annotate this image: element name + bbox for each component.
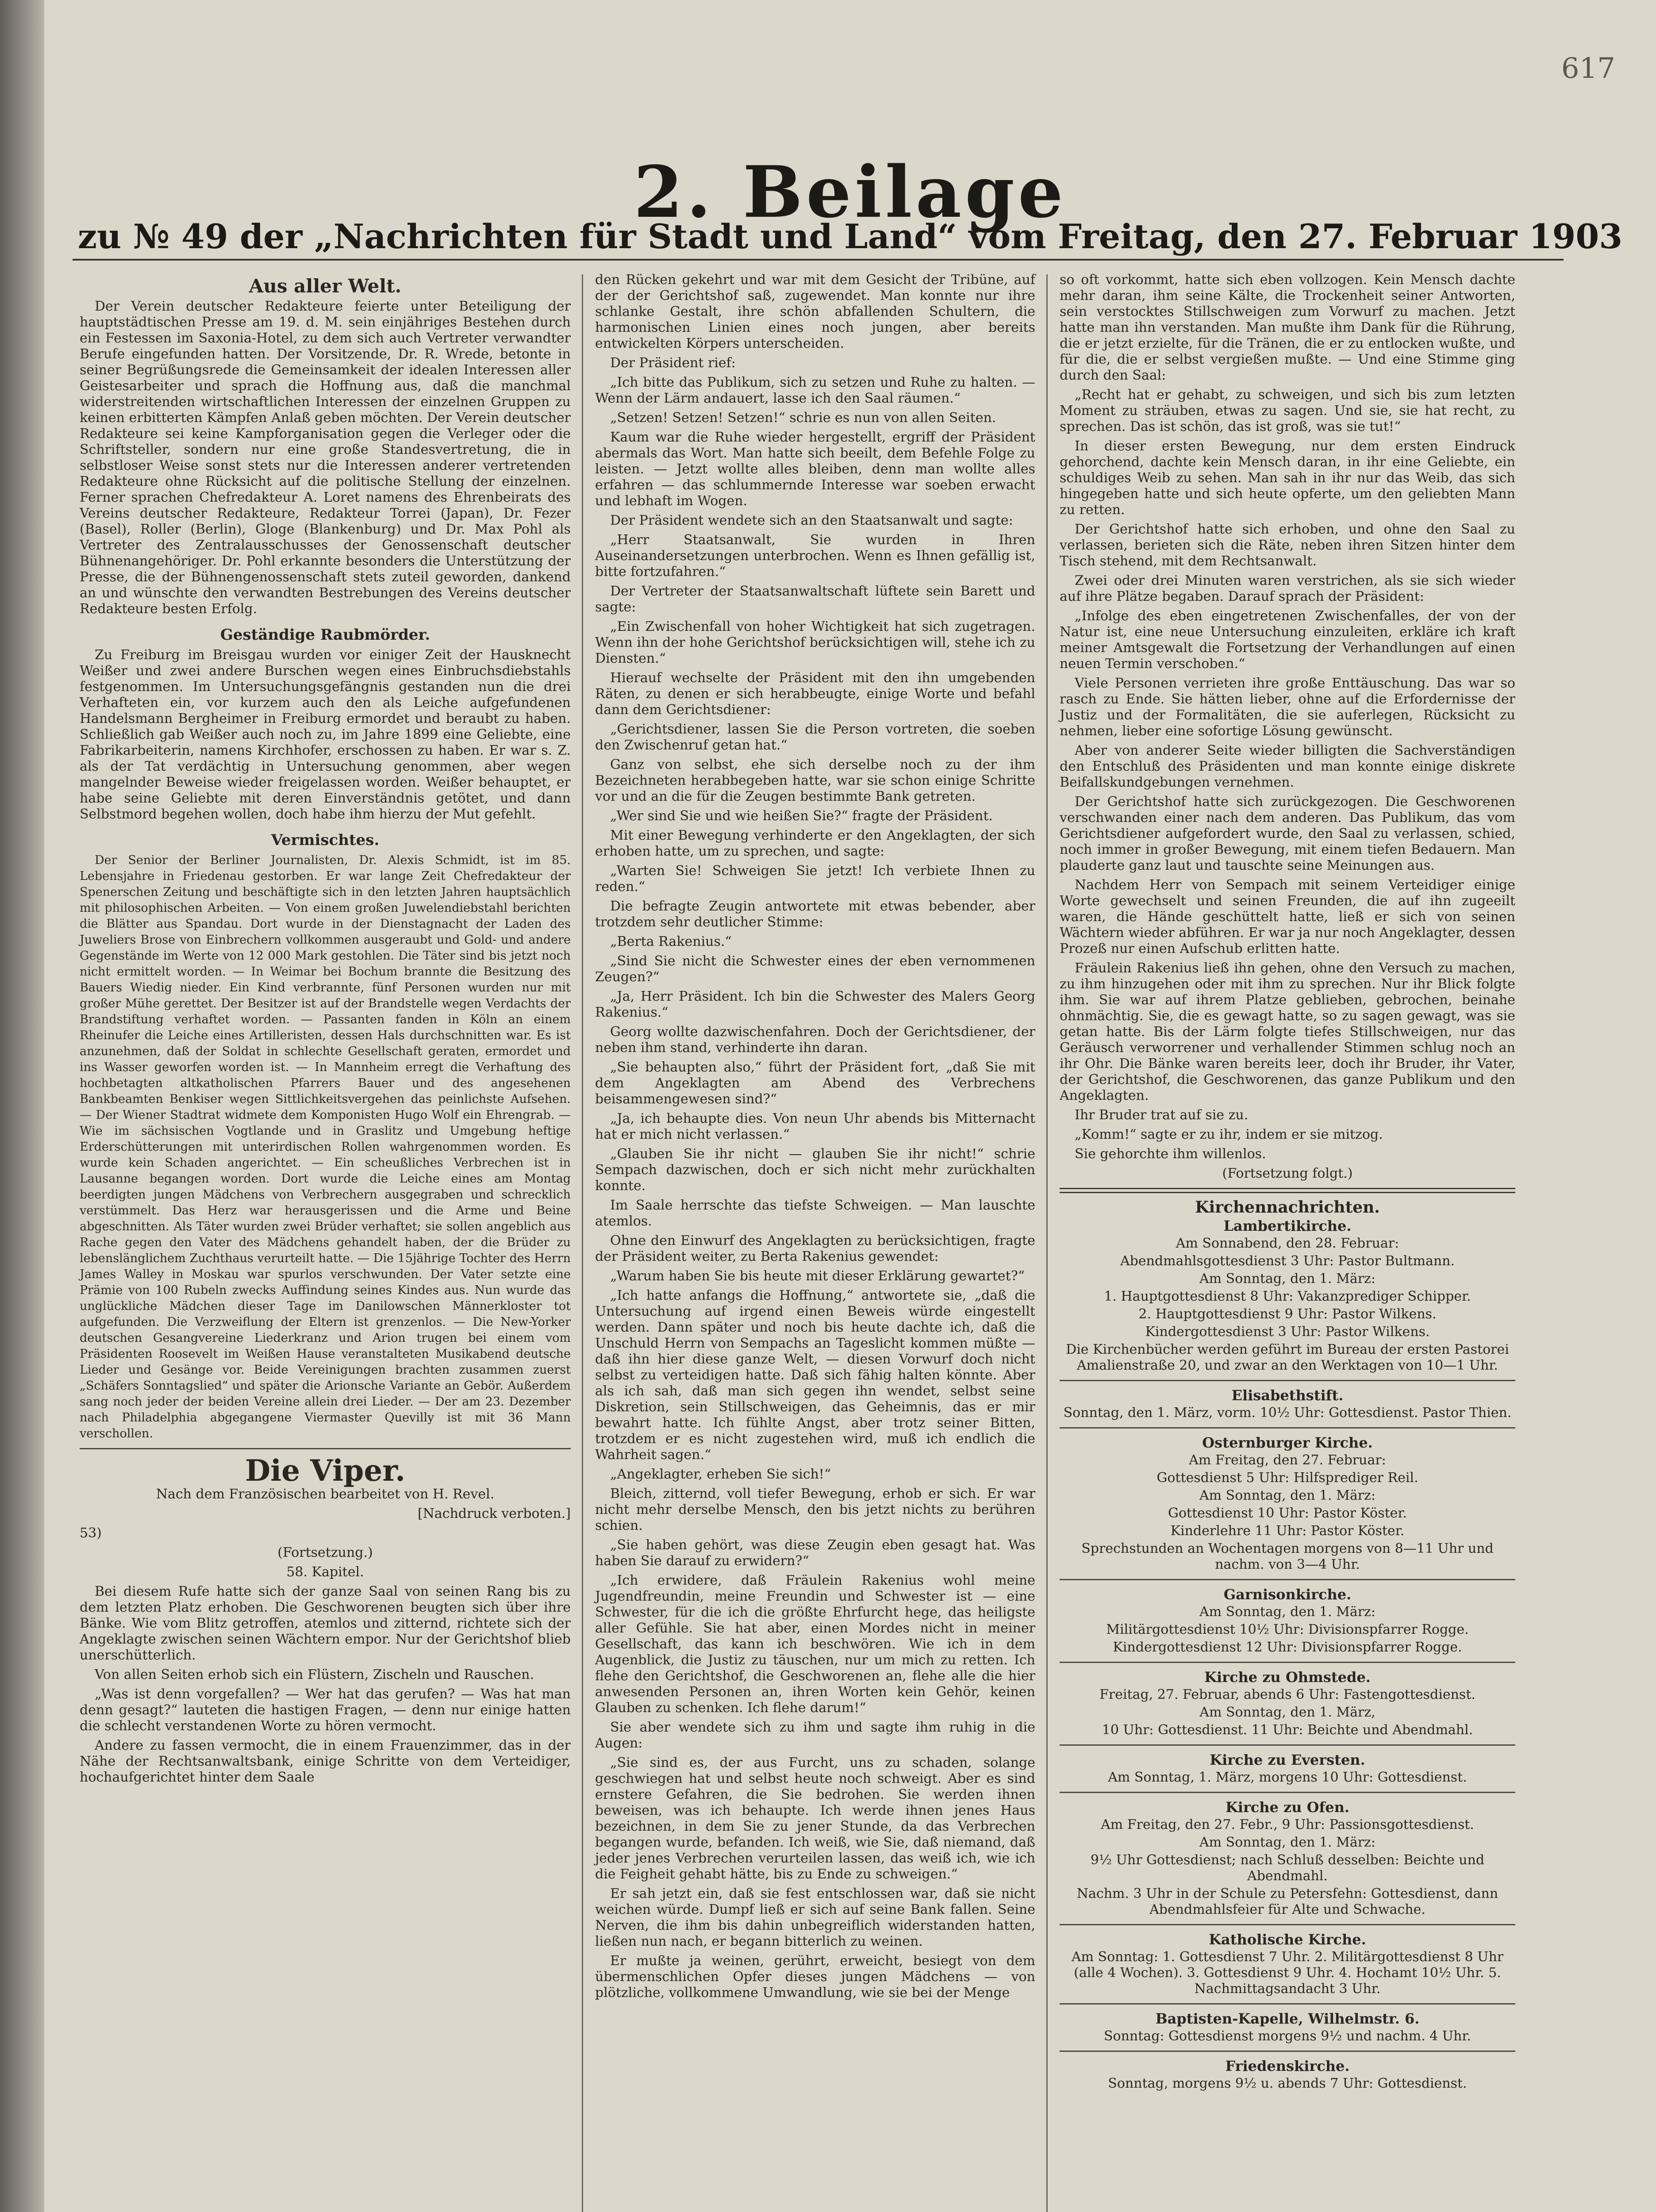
story-paragraph: „Ja, ich behaupte dies. Von neun Uhr abends bis Mitternacht hat er mich nicht verlassen.“: [595, 1111, 1035, 1142]
story-paragraph: Fräulein Rakenius ließ ihn gehen, ohne den Versuch zu machen, zu ihm hinzugehen oder mit ihm zu sprechen. Nur ihr Blick folgte ihm. Sie war auf ihrem Platze geblieben, gebrochen, beinahe ohnmächtig. Sie, die es gewagt hatte, so zu sagen gewagt, was sie getan hatte. Bis der Lärm folgte tiefes Stillschweigen, nur das Geräusch verworrener und verhallender Stimmen schlug noch an ihr Ohr. Die Bänke waren bereits leer, doch ihr Bruder, ihr Vater, der Gerichtshof, die Geschworenen, das ganze Publikum und den Angeklagten.: [1060, 960, 1515, 1103]
service-line: Am Sonntag, den 1. März:: [1199, 1271, 1376, 1286]
story-paragraph: „Sind Sie nicht die Schwester eines der eben vernommenen Zeugen?“: [595, 953, 1035, 985]
article-heading: Vermischtes.: [271, 831, 380, 849]
story-paragraph: Er mußte ja weinen, gerührt, erweicht, besiegt von dem übermenschlichen Opfer dieses jungen Mädchens — von plötzliche, vollkommene Umwandlung, wie sie bei der Menge: [595, 1953, 1035, 2001]
story-paragraph: „Komm!“ sagte er zu ihr, indem er sie mitzog.: [1075, 1127, 1383, 1142]
story-paragraph: „Ich hatte anfangs die Hoffnung,“ antwortete sie, „daß die Untersuchung auf irgend einen Beweis würde eingestellt werden. Dann später und noch bis heute dachte ich, daß die Unschuld Herrn von Sempachs an Tageslicht kommen müßte — daß ihn hier diese ganze Welt, — diesen Vorwurf doch nicht selbst zu verteidigen hatte. Daß sich fähig halten könnte. Aber als ich sah, daß man sich gegen ihn wendet, selbst seine Diskretion, sein Stillschweigen, das Geheimnis, das er mir bewahrt hatte. Ich fühlte Angst, aber trotz seiner Bitten, trotzdem er es nicht zugestehen wird, muß ich endlich die Wahrheit sagen.“: [595, 1288, 1035, 1463]
column-3: [1060, 272, 1515, 2093]
header-rule: [73, 259, 1564, 261]
serial-title: Die Viper.: [245, 1453, 406, 1488]
service-line: 10 Uhr: Gottesdienst. 11 Uhr: Beichte und Abendmahl.: [1102, 1722, 1473, 1738]
reprint-notice: [Nachdruck verboten.]: [417, 1506, 571, 1521]
story-paragraph: Ihr Bruder trat auf sie zu.: [1075, 1107, 1249, 1123]
service-line: Kindergottesdienst 12 Uhr: Divisionspfarrer Rogge.: [1113, 1640, 1462, 1655]
story-paragraph: „Glauben Sie ihr nicht — glauben Sie ihr nicht!“ schrie Sempach dazwischen, doch er sich nicht mehr zurückhalten konnte.: [595, 1146, 1035, 1194]
story-paragraph: „Sie behaupten also,“ führt der Präsident fort, „daß Sie mit dem Angeklagten am Abend des Verbrechens beisammengewesen sind?“: [595, 1060, 1035, 1107]
story-paragraph: „Herr Staatsanwalt, Sie wurden in Ihren Auseinandersetzungen unterbrochen. Wenn es Ihnen gefällig ist, bitte fortzufahren.“: [595, 532, 1035, 580]
story-paragraph: Nachdem Herr von Sempach mit seinem Verteidiger einige Worte gewechselt und seinen Freunden, die auf ihn zugeeilt waren, die Hände geschüttelt hatte, ließ er sich von seinen Wächtern wieder abführen. Er war ja nur noch Angeklagter, dessen Prozeß nur einen Aufschub erlitten hatte.: [1060, 877, 1515, 956]
story-paragraph: Sie aber wendete sich zu ihm und sagte ihm ruhig in die Augen:: [595, 1720, 1035, 1751]
church-news-heading: Kirchennachrichten.: [1195, 1198, 1380, 1217]
church-name: Kirche zu Ofen.: [1225, 1799, 1350, 1816]
story-paragraph: Im Saale herrschte das tiefste Schweigen. — Man lauschte atemlos.: [595, 1198, 1035, 1229]
divider: [1060, 1744, 1515, 1746]
story-paragraph: „Ja, Herr Präsident. Ich bin die Schwester des Malers Georg Rakenius.“: [595, 989, 1035, 1020]
story-paragraph: „Sie haben gehört, was diese Zeugin eben gesagt hat. Was haben Sie darauf zu erwidern?“: [595, 1537, 1035, 1569]
story-paragraph: Die befragte Zeugin antwortete mit etwas bebender, aber trotzdem sehr deutlicher Stimme:: [595, 899, 1035, 930]
story-paragraph: Der Präsident wendete sich an den Staatsanwalt und sagte:: [610, 513, 1013, 528]
service-line: Abendmahlsgottesdienst 3 Uhr: Pastor Bultmann.: [1120, 1253, 1455, 1269]
service-line: 9½ Uhr Gottesdienst; nach Schluß desselben: Beichte und Abendmahl.: [1090, 1852, 1485, 1884]
story-paragraph: Der Gerichtshof hatte sich erhoben, und ohne den Saal zu verlassen, berieten sich die Räte, neben ihren Sitzen hinter dem Tisch stehend, mit dem Rechtsanwalt.: [1060, 522, 1515, 569]
service-line: Sprechstunden an Wochentagen morgens von 8—11 Uhr und nachm. von 3—4 Uhr.: [1081, 1541, 1494, 1572]
story-paragraph: Sie gehorchte ihm willenlos.: [1075, 1146, 1266, 1162]
service-line: Gottesdienst 10 Uhr: Pastor Köster.: [1168, 1505, 1407, 1521]
story-paragraph: „Setzen! Setzen! Setzen!“ schrie es nun von allen Seiten.: [610, 410, 996, 426]
to-be-continued: (Fortsetzung folgt.): [1222, 1166, 1353, 1181]
service-line: Sonntag, den 1. März, vorm. 10½ Uhr: Gottesdienst. Pastor Thien.: [1063, 1405, 1512, 1421]
story-paragraph: „Warum haben Sie bis heute mit dieser Erklärung gewartet?“: [610, 1268, 1025, 1284]
church-name: Kirche zu Eversten.: [1210, 1751, 1365, 1768]
story-paragraph: „Ich bitte das Publikum, sich zu setzen und Ruhe zu halten. — Wenn der Lärm andauert, lasse ich den Saal räumen.“: [595, 375, 1035, 406]
divider: [1060, 1924, 1515, 1925]
service-line: Am Sonnabend, den 28. Februar:: [1176, 1236, 1399, 1251]
story-paragraph: Mit einer Bewegung verhinderte er den Angeklagten, der sich erhoben hatte, um zu sprechen, und sagte:: [595, 828, 1035, 859]
story-paragraph: „Berta Rakenius.“: [610, 934, 732, 949]
church-name: Garnisonkirche.: [1223, 1586, 1352, 1603]
service-line: Am Freitag, den 27. Februar:: [1189, 1452, 1386, 1468]
story-paragraph: Andere zu fassen vermocht, die in einem Frauenzimmer, das in der Nähe der Rechtsanwaltsbank, einige Schritte von dem Verteidiger, hochaufgerichtet hinter dem Saale: [80, 1738, 571, 1785]
divider: [1060, 1427, 1515, 1429]
story-paragraph: „Sie sind es, der aus Furcht, uns zu schaden, solange geschwiegen hat und selbst heute noch schweigt. Aber es sind ernstere Gefahren, die Sie bedrohen. Sie werden ihnen beweisen, was ich behaupte. Ich werde ihnen jenes Haus bezeichnen, in dem Sie zu jener Stunde, da das Verbrechen begangen wurde, befanden. Ich weiß, wie Sie, daß niemand, daß jeder jenes Verbrechen verurteilen lassen, das weiß ich, wie ich die Feigheit gehabt hätte, bis zu Ende zu schweigen.“: [595, 1755, 1035, 1882]
church-name: Katholische Kirche.: [1209, 1931, 1366, 1948]
church-name: Elisabethstift.: [1231, 1387, 1344, 1404]
story-paragraph: „Ein Zwischenfall von hoher Wichtigkeit hat sich zugetragen. Wenn ihn der hohe Gerichtshof berücksichtigen will, stehe ich zu Diensten.“: [595, 619, 1035, 666]
service-line: Gottesdienst 5 Uhr: Hilfsprediger Reil.: [1157, 1470, 1418, 1486]
supplement-title: 2. Beilage: [634, 150, 1067, 234]
column-1: [80, 272, 571, 1789]
article-paragraph: Zu Freiburg im Breisgau wurden vor einiger Zeit der Hausknecht Weißer und zwei andere Burschen wegen eines Einbruchsdiebstahls festgenommen. Im Untersuchungsgefängnis gestanden nun die drei Verhafteten ein, vor kurzem auch den als Leiche aufgefundenen Handelsmann Bergheimer in Freiburg ermordet und beraubt zu haben. Schließlich gab Weißer auch noch zu, im Jahre 1899 eine Geliebte, eine Fabrikarbeiterin, namens Kirchhofer, erschossen zu haben. Er war s. Z. als der Tat verdächtig in Untersuchung genommen, aber wegen mangelnder Beweise wieder freigelassen worden. Weißer behauptet, er habe seine Geliebte mit deren Einverständnis getötet, und dann Selbstmord begehen wollen, doch habe ihm hierzu der Mut gefehlt.: [80, 647, 571, 822]
page-number: 617: [1561, 52, 1615, 85]
divider: [80, 1448, 571, 1449]
column-2: [595, 272, 1035, 2005]
church-name: Friedenskirche.: [1225, 2058, 1350, 2074]
service-line: Die Kirchenbücher werden geführt im Bureau der ersten Pastorei Amalienstraße 20, und zwar an den Werktagen von 10—1 Uhr.: [1066, 1342, 1509, 1373]
divider: [1060, 2051, 1515, 2052]
service-line: Am Freitag, den 27. Febr., 9 Uhr: Passionsgottesdienst.: [1101, 1817, 1474, 1832]
story-paragraph: „Wer sind Sie und wie heißen Sie?“ fragte der Präsident.: [610, 808, 993, 824]
service-line: Sonntag: Gottesdienst morgens 9½ und nachm. 4 Uhr.: [1104, 2028, 1471, 2044]
chapter-heading: 58. Kapitel.: [286, 1564, 364, 1580]
church-name: Baptisten-Kapelle, Wilhelmstr. 6.: [1155, 2010, 1420, 2027]
article-paragraph: Der Senior der Berliner Journalisten, Dr. Alexis Schmidt, ist im 85. Lebensjahre in Friedenau gestorben. Er war lange Zeit Chefredakteur der Spenerschen Zeitung und beschäftigte sich in den letzten Jahren hauptsächlich mit philosophischen Arbeiten. — Von einem großen Juwelendiebstahl berichten die Blätter aus Spandau. Dort wurde in der Dienstagnacht der Laden des Juweliers Brose von Einbrechern vollkommen ausgeraubt und Gold- und andere Gegenstände im Werte von 12 000 Mark gestohlen. Die Täter sind bis jetzt noch nicht ermittelt worden. — In Weimar bei Bochum brannte die Besitzung des Bauers Wiedig nieder. Ein Kind verbrannte, fünf Personen wurden nur mit großer Mühe gerettet. Der Besitzer ist auf der Brandstelle wegen Verdachts der Brandstiftung verhaftet worden. — Passanten fanden in Köln an einem Rheinufer die Leiche eines Artilleristen, dessen Hals durchschnitten war. Es ist anzunehmen, daß der Soldat in schlechte Gesellschaft geraten, ermordet und ins Wasser geworfen worden ist. — In Mannheim erregt die Verhaftung des hochbetagten altkatholischen Pfarrers Bauer und des angesehenen Bankbeamten Benkiser wegen Sittlichkeitsvergehen das peinlichste Aufsehen. — Der Wiener Stadtrat widmete dem Komponisten Hugo Wolf ein Ehrengrab. — Wie im sächsischen Vogtlande und in Graslitz und Umgebung heftige Erderschütterungen mit unterirdischen Rollen wahrgenommen worden. Es wurde kein Schaden angerichtet. — Ein scheußliches Verbrechen ist in Lausanne begangen worden. Dort wurde die Leiche eines am Montag beerdigten jungen Mädchens von Verbrechern ausgegraben und schrecklich verstümmelt. Das Herz war herausgerissen und die Arme und Beine abgeschnitten. Als Täter wurden zwei Brüder verhaftet; sie sollen angeblich aus Rache gegen den Vater des Mädchens gehandelt haben, der die Brüder zu lebenslänglichem Zuchthaus verurteilt hatte. — Die 15jährige Tochter des Herrn James Walley in Moskau war spurlos verschwunden. Der Vater setzte eine Prämie von 100 Rubeln zwecks Auffindung seines Kindes aus. Nun wurde das unglückliche Mädchen dieser Tage im Danilowschen Männerkloster tot aufgefunden. Die Verzweiflung der Eltern ist grenzenlos. — Die New-Yorker deutschen Gesangvereine Liederkranz und Arion trugen bei einem vom Präsidenten Roosevelt im Weißen Hause veranstalteten Musikabend deutsche Lieder und Gesänge vor. Beide Vereinigungen brachten zusammen zuerst „Schäfers Sonntagslied“ und später die Arionsche Variante an Gebör. Außerdem sang noch jeder der beiden Vereine allein drei Lieder. — Der am 23. Dezember nach Philadelphia abgegangene Viermaster Quevilly ist mit 36 Mann verschollen.: [80, 853, 571, 1440]
story-paragraph: „Ich erwidere, daß Fräulein Rakenius wohl meine Jugendfreundin, meine Freundin und Schwester ist — eine Schwester, für die ich die größte Ehrfurcht hege, das heiligste aller Gefühle. Sie hat aber, einen Mordes nicht in meiner Gesellschaft, das kann ich beschwören. Wie ich in dem Augenblick, die Justiz zu täuschen, nur um mich zu retten. Ich flehe den Gerichtshof, die Geschworenen an, flehe alle die hier anwesenden Personen an, ihren Worten kein Gehör, keinen Glauben zu schenken. Ich flehe darum!“: [595, 1573, 1035, 1716]
serial-number: 53): [80, 1525, 102, 1541]
story-paragraph: so oft vorkommt, hatte sich eben vollzogen. Kein Mensch dachte mehr daran, ihm seine Kälte, die Trockenheit seiner Antworten, sein verstocktes Stillschweigen zum Vorwurf zu machen. Jetzt hatte man ihn verstanden. Man mußte ihm Dank für die Rührung, die er jetzt erzielte, für die Tränen, die er zu entlocken wußte, und für die, die er selbst vergießen mußte. — Und eine Stimme ging durch den Saal:: [1060, 272, 1515, 383]
story-paragraph: „Warten Sie! Schweigen Sie jetzt! Ich verbiete Ihnen zu reden.“: [595, 863, 1035, 895]
story-paragraph: Er sah jetzt ein, daß sie fest entschlossen war, daß sie nicht weichen würde. Dumpf ließ er sich auf seine Bank fallen. Seine Nerven, die ihm bis dahin unbegreiflich widerstanden hatten, ließen nun nach, er begann bitterlich zu weinen.: [595, 1886, 1035, 1949]
newspaper-page: [44, 0, 1656, 2212]
article-paragraph: Der Verein deutscher Redakteure feierte unter Beteiligung der hauptstädtischen Presse am 19. d. M. sein einjähriges Bestehen durch ein Festessen im Saxonia-Hotel, zu dem sich auch Vertreter verwandter Berufe eingefunden hatten. Der Vorsitzende, Dr. R. Wrede, betonte in seiner Begrüßungsrede die Gemeinsamkeit der idealen Interessen aller Geistesarbeiter und sprach die Hoffnung aus, daß die manchmal widerstreitenden wirtschaftlichen Interessen der einzelnen Gruppen zu keinen erbitterten Kämpfen Anlaß geben möchten. Der Verein deutscher Redakteure sei keine Kampforganisation gegen die Verleger oder die Schriftsteller, sondern nur eine große Standesvertretung, die in selbstloser Weise sonst stets nur die Interessen anderer vertretenden Redakteure ohne Rücksicht auf die politische Stellung der einzelnen. Ferner sprachen Chefredakteur A. Loret namens des Ehrenbeirats des Vereins deutscher Redakteure, Redakteur Torrei (Japan), Dr. Fezer (Basel), Roller (Berlin), Gloge (Blankenburg) und Dr. Max Pohl als Vertreter des Zentralausschusses der Genossenschaft deutscher Bühnenangehöriger. Dr. Pohl erkannte besonders die Unterstützung der Presse, die der Bühnengenossenschaft stets zuteil geworden, dankend an und wünschte den verwandten Bestrebungen des Vereins deutscher Redakteure besten Erfolg.: [80, 299, 571, 617]
church-name: Lambertikirche.: [1223, 1217, 1352, 1234]
story-paragraph: den Rücken gekehrt und war mit dem Gesicht der Tribüne, auf der der Gerichtshof saß, zugewendet. Man konnte nur ihre schlanke Gestalt, ihre schön abfallenden Schultern, die harmonischen Linien eines noch jungen, aber bereits entwickelten Körpers unterscheiden.: [595, 272, 1035, 351]
story-paragraph: „Infolge des eben eingetretenen Zwischenfalles, der von der Natur ist, eine neue Untersuchung einzuleiten, erkläre ich kraft meiner Amtsgewalt die Fortsetzung der Verhandlungen auf einen neuen Termin verschoben.“: [1060, 608, 1515, 672]
story-paragraph: Bei diesem Rufe hatte sich der ganze Saal von seinen Rang bis zu dem letzten Platz erhoben. Die Geschworenen beugten sich über ihre Bänke. Wie vom Blitz getroffen, atemlos und zitternd, richtete sich der Angeklagte zwischen seinen Wächtern empor. Nur der Gerichtshof blieb unerschütterlich.: [80, 1584, 571, 1663]
story-paragraph: Aber von anderer Seite wieder billigten die Sachverständigen den Entschluß des Präsidenten und man konnte einige diskrete Beifallskundgebungen vernehmen.: [1060, 743, 1515, 790]
service-line: Am Sonntag, den 1. März:: [1199, 1604, 1376, 1620]
service-line: Sonntag, morgens 9½ u. abends 7 Uhr: Gottesdienst.: [1108, 2076, 1467, 2091]
story-paragraph: In dieser ersten Bewegung, nur dem ersten Eindruck gehorchend, dachte kein Mensch daran, in ihr eine Geliebte, ein schuldiges Weib zu sehen. Man sah in ihr nur das Weib, das sich hingegeben hatte und sich heute opferte, um den geliebten Mann zu retten.: [1060, 438, 1515, 518]
column-separator: [1046, 274, 1048, 2212]
story-paragraph: „Recht hat er gehabt, zu schweigen, und sich bis zum letzten Moment zu sträuben, etwas zu sagen. Und sie, sie hat recht, zu sprechen. Das ist schön, das ist groß, was sie tut!“: [1060, 387, 1515, 434]
story-paragraph: Von allen Seiten erhob sich ein Flüstern, Zischeln und Rauschen.: [95, 1667, 534, 1682]
service-line: Freitag, 27. Februar, abends 6 Uhr: Fastengottesdienst.: [1099, 1687, 1475, 1702]
story-paragraph: „Angeklagter, erheben Sie sich!“: [610, 1467, 831, 1482]
divider: [1060, 1662, 1515, 1663]
service-line: Am Sonntag: 1. Gottesdienst 7 Uhr. 2. Militärgottesdienst 8 Uhr (alle 4 Wochen). 3. Gottesdienst 9 Uhr. 4. Hochamt 10½ Uhr. 5. Nachmittagsandacht 3 Uhr.: [1071, 1949, 1504, 1997]
service-line: Kindergottesdienst 3 Uhr: Pastor Wilkens.: [1145, 1324, 1430, 1340]
divider: [1060, 1380, 1515, 1381]
church-name: Osternburger Kirche.: [1202, 1434, 1373, 1451]
service-line: Kinderlehre 11 Uhr: Pastor Köster.: [1170, 1523, 1405, 1539]
story-paragraph: Zwei oder drei Minuten waren verstrichen, als sie sich wieder auf ihre Plätze begaben. Darauf sprach der Präsident:: [1060, 573, 1515, 604]
supplement-subtitle: zu № 49 der „Nachrichten für Stadt und Land“ vom Freitag, den 27. Februar 1903: [77, 217, 1623, 256]
story-paragraph: Georg wollte dazwischenfahren. Doch der Gerichtsdiener, der neben ihm stand, verhinderte ihn daran.: [595, 1024, 1035, 1056]
serial-continuation: (Fortsetzung.): [277, 1545, 373, 1560]
story-paragraph: Ohne den Einwurf des Angeklagten zu berücksichtigen, fragte der Präsident weiter, zu Berta Rakenius gewendet:: [595, 1233, 1035, 1264]
story-paragraph: Der Präsident rief:: [610, 355, 736, 371]
serial-byline: Nach dem Französischen bearbeitet von H. Revel.: [156, 1486, 495, 1502]
section-heading: Aus aller Welt.: [249, 275, 402, 297]
story-paragraph: „Was ist denn vorgefallen? — Wer hat das gerufen? — Was hat man denn gesagt?“ lauteten die hastigen Fragen, — denn nur einige hatten die schlecht verstandenen Worte zu hören vermocht.: [80, 1686, 571, 1734]
article-heading: Geständige Raubmörder.: [220, 626, 430, 644]
story-paragraph: „Gerichtsdiener, lassen Sie die Person vortreten, die soeben den Zwischenruf getan hat.“: [595, 722, 1035, 753]
service-line: Nachm. 3 Uhr in der Schule zu Petersfehn: Gottesdienst, dann Abendmahlsfeier für Alte und Schwache.: [1076, 1886, 1498, 1917]
divider: [1060, 1579, 1515, 1580]
service-line: Am Sonntag, den 1. März:: [1199, 1835, 1376, 1850]
service-line: Am Sonntag, 1. März, morgens 10 Uhr: Gottesdienst.: [1108, 1770, 1467, 1785]
service-line: Am Sonntag, den 1. März,: [1199, 1705, 1376, 1720]
divider: [1060, 2003, 1515, 2005]
story-paragraph: Ganz von selbst, ehe sich derselbe noch zu der ihm Bezeichneten herabbegeben hatte, war sie schon einige Schritte vor und an die für die Zeugen bestimmte Bank getreten.: [595, 757, 1035, 804]
story-paragraph: Viele Personen verrieten ihre große Enttäuschung. Das war so rasch zu Ende. Sie hätten lieber, ohne auf die Erfordernisse der Justiz und der Formalitäten, die sie auferlegen, Rücksicht zu nehmen, lieber eine sofortige Lösung gewünscht.: [1060, 676, 1515, 739]
divider: [1060, 1188, 1515, 1193]
service-line: Am Sonntag, den 1. März:: [1199, 1488, 1376, 1503]
service-line: 1. Hauptgottesdienst 8 Uhr: Vakanzprediger Schipper.: [1104, 1289, 1471, 1304]
church-name: Kirche zu Ohmstede.: [1204, 1669, 1371, 1686]
column-separator: [582, 274, 583, 2212]
service-line: Militärgottesdienst 10½ Uhr: Divisionspfarrer Rogge.: [1106, 1622, 1469, 1637]
service-line: 2. Hauptgottesdienst 9 Uhr: Pastor Wilkens.: [1138, 1306, 1437, 1322]
divider: [1060, 1792, 1515, 1793]
book-binding: [0, 0, 44, 2212]
story-paragraph: Der Gerichtshof hatte sich zurückgezogen. Die Geschworenen verschwanden einer nach dem anderen. Das Publikum, das vom Gerichtsdiener aufgefordert wurde, den Saal zu verlassen, schied, noch immer in großer Bewegung, mit einem tiefen Bedauern. Man plauderte ganz laut und tauschte seine Meinungen aus.: [1060, 794, 1515, 873]
story-paragraph: Der Vertreter der Staatsanwaltschaft lüftete sein Barett und sagte:: [595, 584, 1035, 615]
story-paragraph: Kaum war die Ruhe wieder hergestellt, ergriff der Präsident abermals das Wort. Man hatte sich beeilt, dem Befehle Folge zu leisten. — Jetzt wollte alles bleiben, denn man wollte alles erfahren — das schlummernde Interesse war soeben erwacht und lebhaft im Wogen.: [595, 430, 1035, 509]
story-paragraph: Hierauf wechselte der Präsident mit den ihn umgebenden Räten, zu denen er sich herabbeugte, einige Worte und befahl dann dem Gerichtsdiener:: [595, 670, 1035, 718]
story-paragraph: Bleich, zitternd, voll tiefer Bewegung, erhob er sich. Er war nicht mehr derselbe Mensch, den bis jetzt nichts zu berühren schien.: [595, 1486, 1035, 1533]
